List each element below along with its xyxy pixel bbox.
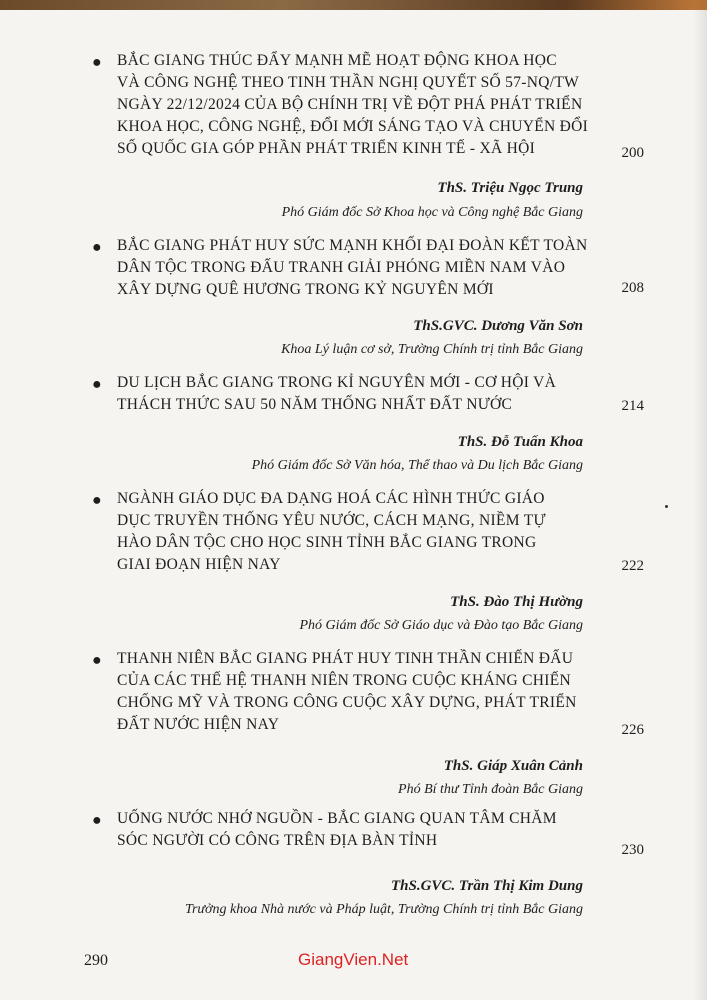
entry-title-line: BẮC GIANG THÚC ĐẨY MẠNH MẼ HOẠT ĐỘNG KHOA HỌC: [117, 52, 557, 69]
entry-title-line: THÁCH THỨC SAU 50 NĂM THỐNG NHẤT ĐẤT NƯỚC: [117, 396, 513, 413]
entry-author: ThS.GVC. Dương Văn Sơn: [413, 318, 583, 334]
entry-author: ThS. Triệu Ngọc Trung: [437, 180, 583, 196]
entry-author: ThS. Giáp Xuân Cảnh: [443, 758, 583, 774]
entry-author-position: Trưởng khoa Nhà nước và Pháp luật, Trường Chính trị tỉnh Bắc Giang: [184, 902, 583, 917]
entry-title-line: GIAI ĐOẠN HIỆN NAY: [117, 556, 281, 573]
entry-author-position: Phó Giám đốc Sở Văn hóa, Thể thao và Du lịch Bắc Giang: [251, 458, 583, 473]
entry-title-line: VÀ CÔNG NGHỆ THEO TINH THẦN NGHỊ QUYẾT SỐ 57-NQ/TW: [117, 74, 580, 91]
entry-title-line: SỐ QUỐC GIA GÓP PHẦN PHÁT TRIỂN KINH TẾ - XÃ HỘI: [117, 140, 536, 157]
bullet-dot-icon: ●: [92, 54, 102, 71]
entry-title-line: DU LỊCH BẮC GIANG TRONG KỈ NGUYÊN MỚI - CƠ HỘI VÀ: [117, 374, 557, 391]
entry-page-number: 200: [621, 145, 644, 161]
entry-page-number: 214: [621, 398, 644, 414]
bullet-dot-icon: ●: [92, 492, 102, 509]
entry-author: ThS. Đào Thị Hường: [450, 594, 583, 610]
entry-title-line: CHỐNG MỸ VÀ TRONG CÔNG CUỘC XÂY DỰNG, PHÁT TRIỂN: [117, 694, 577, 711]
entry-page-number: 222: [621, 558, 644, 574]
entry-author: ThS. Đỗ Tuấn Khoa: [457, 434, 583, 450]
entry-title-line: THANH NIÊN BẮC GIANG PHÁT HUY TINH THẦN CHIẾN ĐẤU: [117, 650, 574, 667]
bullet-dot-icon: ●: [92, 652, 102, 669]
entry-author: ThS.GVC. Trần Thị Kim Dung: [390, 878, 583, 894]
bullet-dot-icon: ●: [92, 812, 102, 829]
entry-page-number: 226: [621, 722, 644, 738]
entry-author-position: Phó Bí thư Tỉnh đoàn Bắc Giang: [398, 782, 583, 797]
watermark-text: GiangVien.Net: [298, 950, 409, 969]
entry-author-position: Phó Giám đốc Sở Giáo dục và Đào tạo Bắc Giang: [299, 618, 583, 633]
entry-title: [117, 235, 607, 301]
entry-title-line: DÂN TỘC TRONG ĐẤU TRANH GIẢI PHÓNG MIỀN NAM VÀO: [117, 259, 566, 276]
footer-page-number: 290: [84, 952, 108, 969]
bullet-dot-icon: ●: [92, 376, 102, 393]
entry-title: [117, 808, 607, 852]
entry-title-line: UỐNG NƯỚC NHỚ NGUỒN - BẮC GIANG QUAN TÂM CHĂM: [117, 810, 557, 827]
page-shadow: [693, 0, 707, 1000]
entry-title-line: HÀO DÂN TỘC CHO HỌC SINH TỈNH BẮC GIANG TRONG: [117, 534, 537, 551]
entry-title-line: XÂY DỰNG QUÊ HƯƠNG TRONG KỶ NGUYÊN MỚI: [117, 281, 494, 298]
entry-page-number: 230: [621, 842, 644, 858]
entry-title-line: BẮC GIANG PHÁT HUY SỨC MẠNH KHỐI ĐẠI ĐOÀN KẾT TOÀN: [117, 237, 588, 254]
entry-title: [117, 372, 607, 416]
entry-title: [117, 648, 607, 736]
bullet-dot-icon: ●: [92, 239, 102, 256]
entry-title-line: ĐẤT NƯỚC HIỆN NAY: [117, 716, 280, 733]
entry-author-position: Phó Giám đốc Sở Khoa học và Công nghệ Bắc Giang: [281, 205, 583, 220]
entry-title-line: KHOA HỌC, CÔNG NGHỆ, ĐỔI MỚI SÁNG TẠO VÀ CHUYỂN ĐỔI: [117, 118, 589, 135]
page-top-edge: [0, 0, 707, 10]
entry-title-line: DỤC TRUYỀN THỐNG YÊU NƯỚC, CÁCH MẠNG, NIỀM TỰ: [117, 512, 546, 529]
entry-title: [117, 488, 607, 576]
print-speck: [665, 505, 668, 508]
entry-title-line: NGÀY 22/12/2024 CỦA BỘ CHÍNH TRỊ VỀ ĐỘT PHÁ PHÁT TRIỂN: [117, 96, 583, 113]
entry-title-line: CỦA CÁC THẾ HỆ THANH NIÊN TRONG CUỘC KHÁNG CHIẾN: [117, 672, 571, 689]
entry-author-position: Khoa Lý luận cơ sở, Trường Chính trị tỉnh Bắc Giang: [281, 342, 583, 357]
entry-title: [117, 50, 607, 160]
entry-title-line: NGÀNH GIÁO DỤC ĐA DẠNG HOÁ CÁC HÌNH THỨC GIÁO: [117, 490, 545, 507]
entry-title-line: SÓC NGƯỜI CÓ CÔNG TRÊN ĐỊA BÀN TỈNH: [117, 832, 438, 849]
entry-page-number: 208: [621, 280, 644, 296]
